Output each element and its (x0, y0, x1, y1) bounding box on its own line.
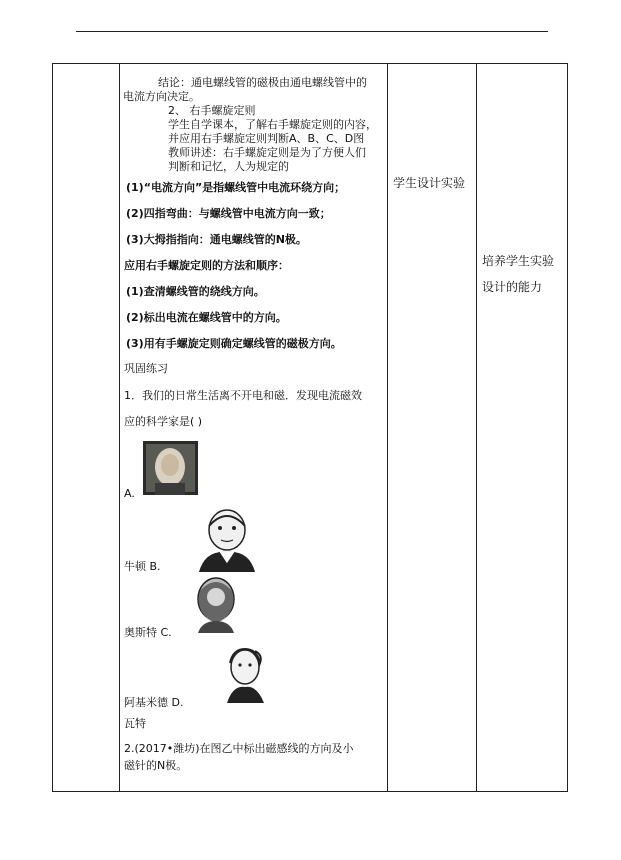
column-divider (387, 64, 388, 791)
design-goal: 培养学生实验 (482, 254, 555, 268)
portrait-newton (143, 441, 198, 495)
student-activity: 学生设计实验 (393, 176, 466, 190)
question-text: 2.(2017•潍坊)在图乙中标出磁感线的方向及小 (124, 742, 354, 755)
column-divider (119, 64, 120, 791)
option-label: 阿基米德 D. (124, 696, 184, 709)
method-title: 应用右手螺旋定则的方法和顺序： (124, 259, 289, 272)
option-label: 奥斯特 C. (124, 626, 172, 639)
portrait-watt (223, 645, 268, 703)
column-divider (476, 64, 477, 791)
teacher-line: 判断和记忆，人为规定的 (168, 160, 289, 173)
portrait-archimedes (192, 575, 240, 633)
section-heading: 2、 右手螺旋定则 (168, 104, 256, 117)
rule-item: (3)大拇指指向：通电螺线管的N极。 (126, 233, 307, 246)
rule-item: (2)四指弯曲：与螺线管中电流方向一致； (126, 207, 331, 220)
method-step: (2)标出电流在螺线管中的方向。 (126, 311, 287, 324)
study-line: 学生自学课本，了解右手螺旋定则的内容， (168, 118, 377, 131)
study-line: 并应用右手螺旋定则判断A、B、C、D图 (168, 132, 365, 145)
practice-heading: 巩固练习 (124, 362, 168, 375)
question-text: 1．我们的日常生活离不开电和磁．发现电流磁效 (124, 389, 362, 402)
header-rule (76, 31, 548, 32)
option-label: A. (124, 487, 135, 500)
teacher-line: 教师讲述：右手螺旋定则是为了方便人们 (168, 146, 366, 159)
rule-item: (1)“电流方向”是指螺线管中电流环绕方向； (126, 181, 346, 194)
method-step: (3)用有手螺旋定则确定螺线管的磁极方向。 (126, 337, 342, 350)
conclusion-line: 电流方向决定。 (123, 90, 200, 103)
option-name: 瓦特 (124, 717, 146, 730)
question-text: 应的科学家是( ) (124, 415, 203, 428)
question-text: 磁针的N极。 (124, 759, 188, 772)
option-label: 牛顿 B. (124, 560, 161, 573)
method-step: (1)查清螺线管的绕线方向。 (126, 285, 265, 298)
design-goal: 设计的能力 (482, 280, 543, 294)
portrait-oersted (193, 506, 261, 572)
conclusion-line: 结论：通电螺线管的磁极由通电螺线管中的 (158, 76, 367, 89)
